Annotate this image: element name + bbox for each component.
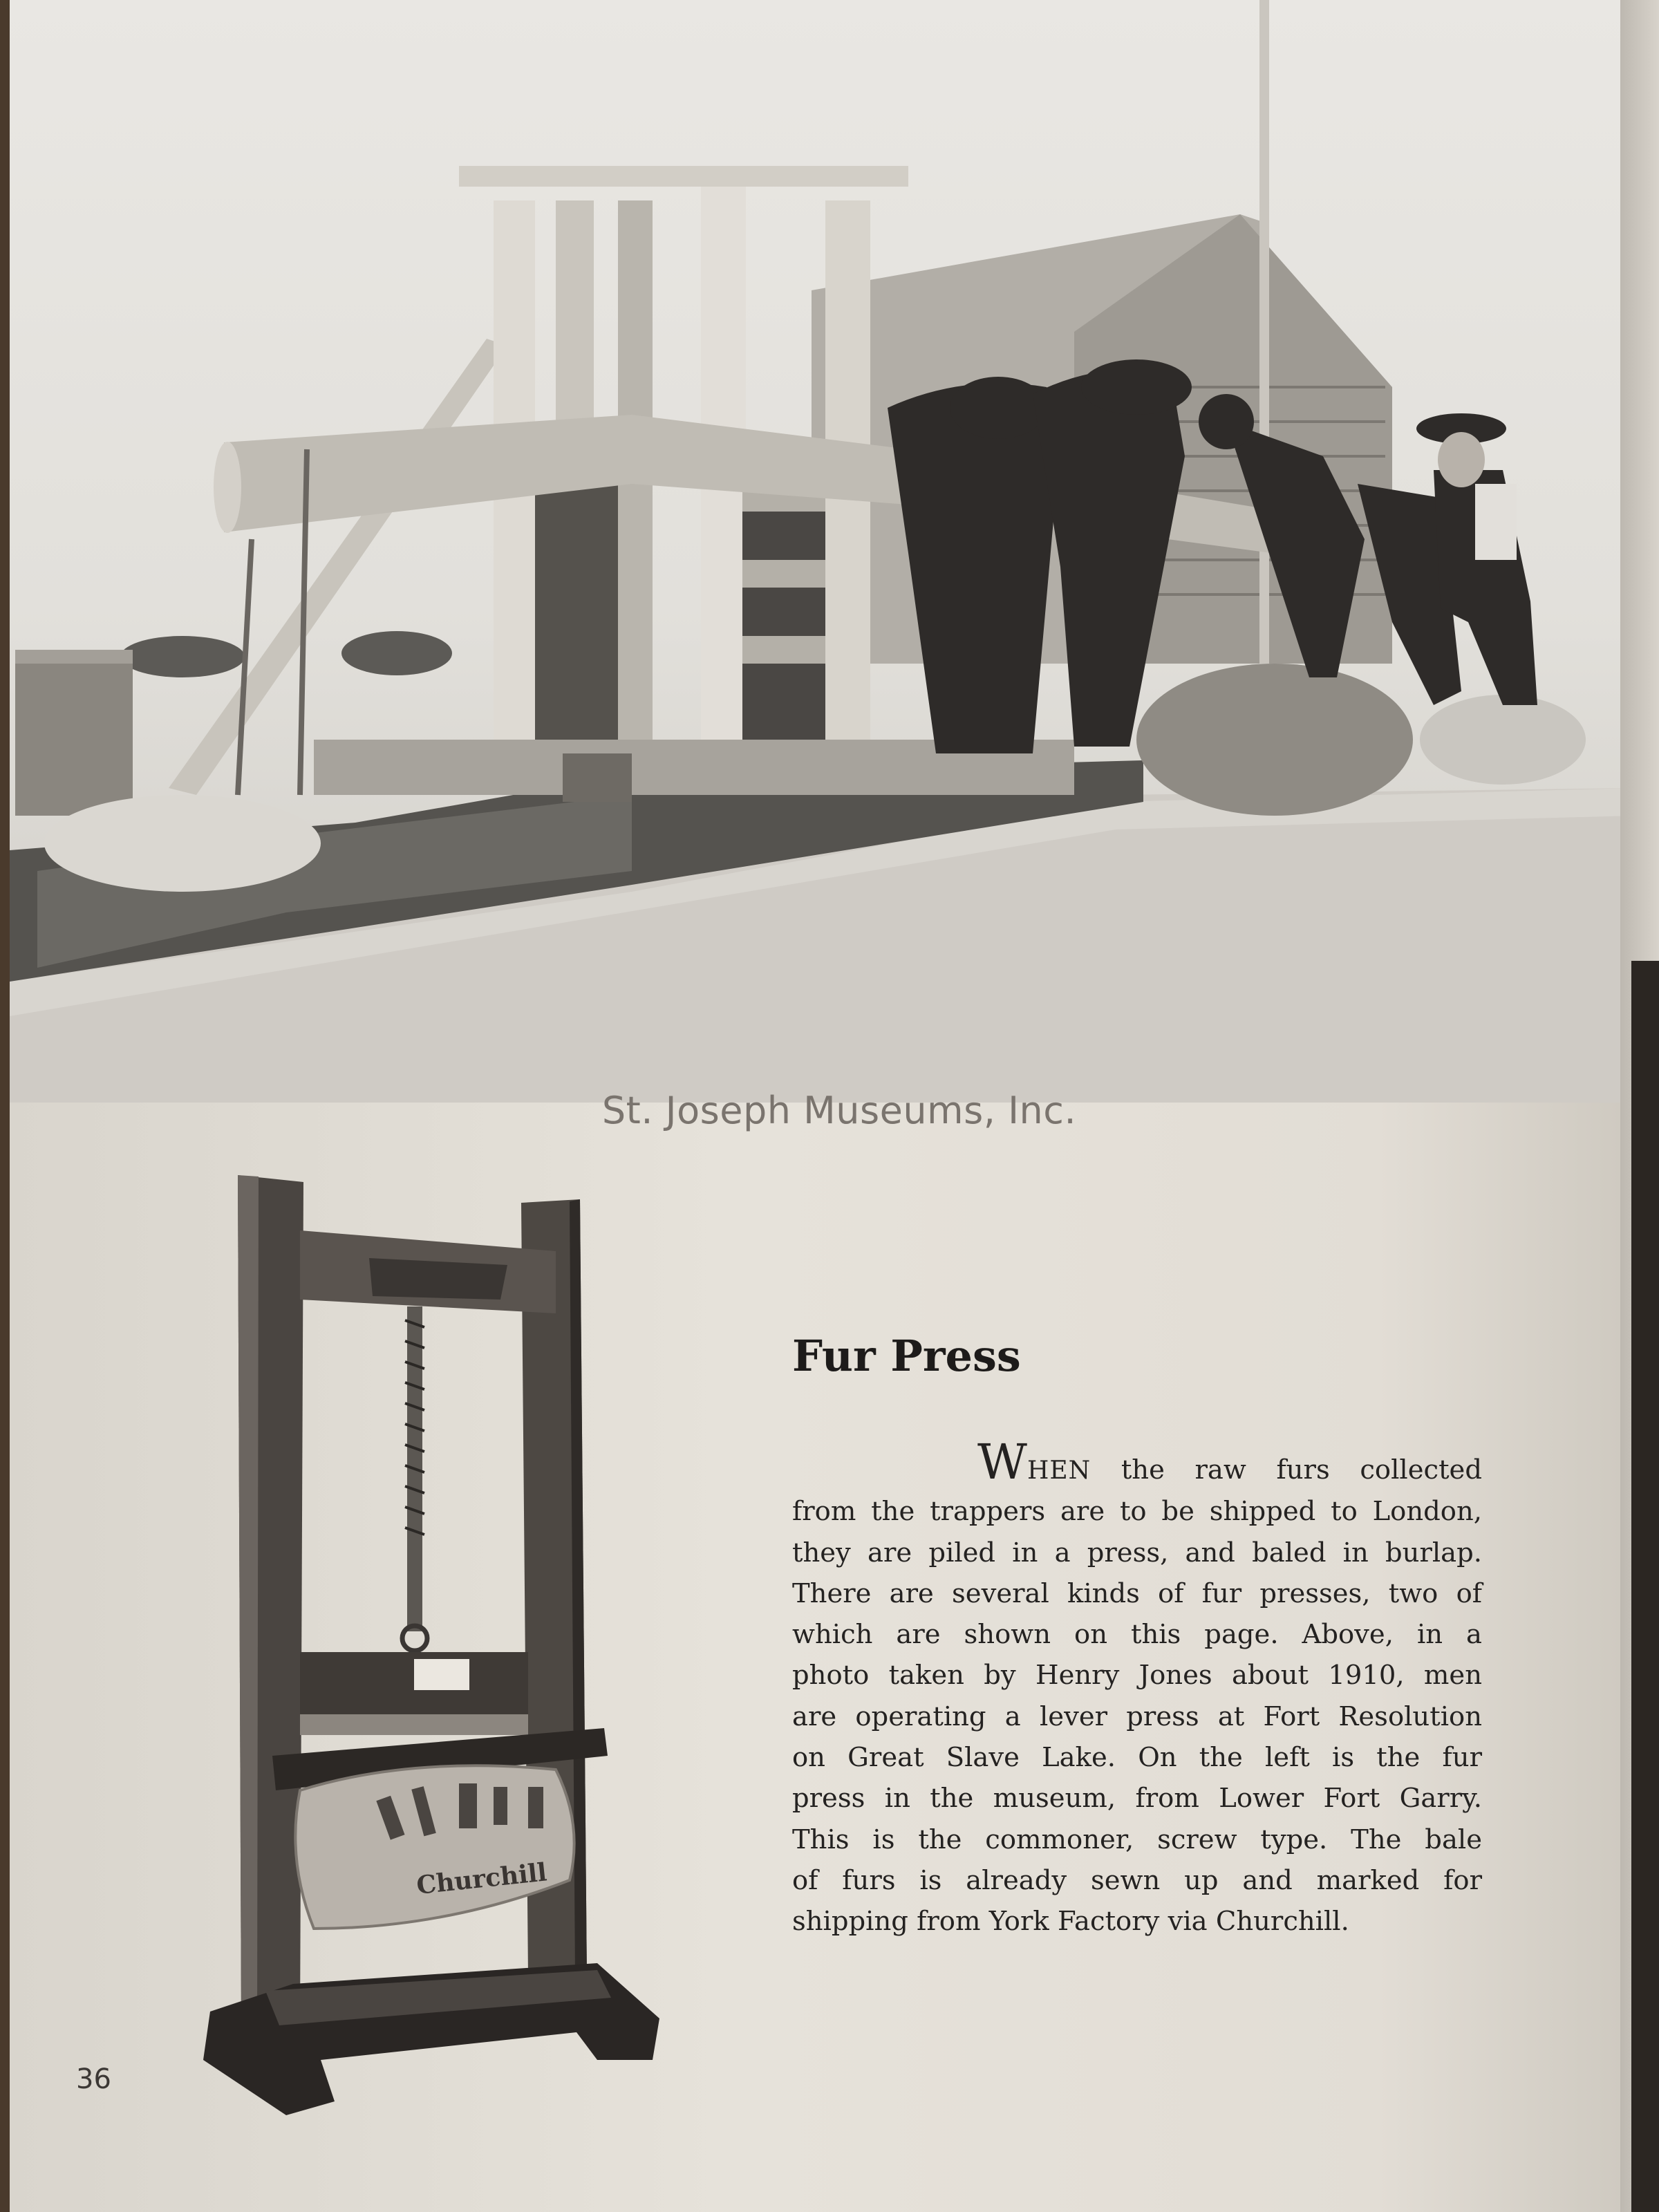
lever-press-photo-drawing: [10, 0, 1620, 1103]
lever-press-photo: [10, 0, 1620, 1103]
body-line: There are several kinds of fur presses, two of: [792, 1577, 1482, 1609]
book-page: [10, 0, 1620, 2212]
museum-watermark: St. Joseph Museums, Inc.: [601, 1089, 1077, 1132]
body-line: photo taken by Henry Jones about 1910, men: [792, 1660, 1482, 1691]
page-number: 36: [76, 2063, 111, 2095]
body-line: on Great Slave Lake. On the left is the fur: [792, 1742, 1482, 1774]
body-line: of furs is already sewn up and marked for: [792, 1864, 1482, 1896]
background-shadow: [1631, 961, 1659, 2212]
body-line: they are piled in a press, and baled in burlap.: [792, 1537, 1482, 1568]
article-title: Fur Press: [792, 1331, 1021, 1381]
drop-cap: W: [977, 1434, 1027, 1490]
body-line: shipping from York Factory via Churchill.: [792, 1906, 1349, 1938]
body-line: which are shown on this page. Above, in a: [792, 1619, 1482, 1651]
body-line: press in the museum, from Lower Fort Garry.: [792, 1783, 1482, 1815]
body-line: This is the commoner, screw type. The bale: [792, 1824, 1482, 1855]
first-word-rest: HEN: [1027, 1456, 1091, 1485]
screw-press-photo: [182, 1161, 680, 2129]
bale-marking: Churchill: [415, 1857, 548, 1900]
body-line: WHEN the raw furs collected: [977, 1434, 1482, 1490]
article-body: [792, 1434, 1482, 1942]
body-line: are operating a lever press at Fort Resolution: [792, 1700, 1482, 1732]
body-line: from the trappers are to be shipped to London,: [792, 1496, 1482, 1528]
